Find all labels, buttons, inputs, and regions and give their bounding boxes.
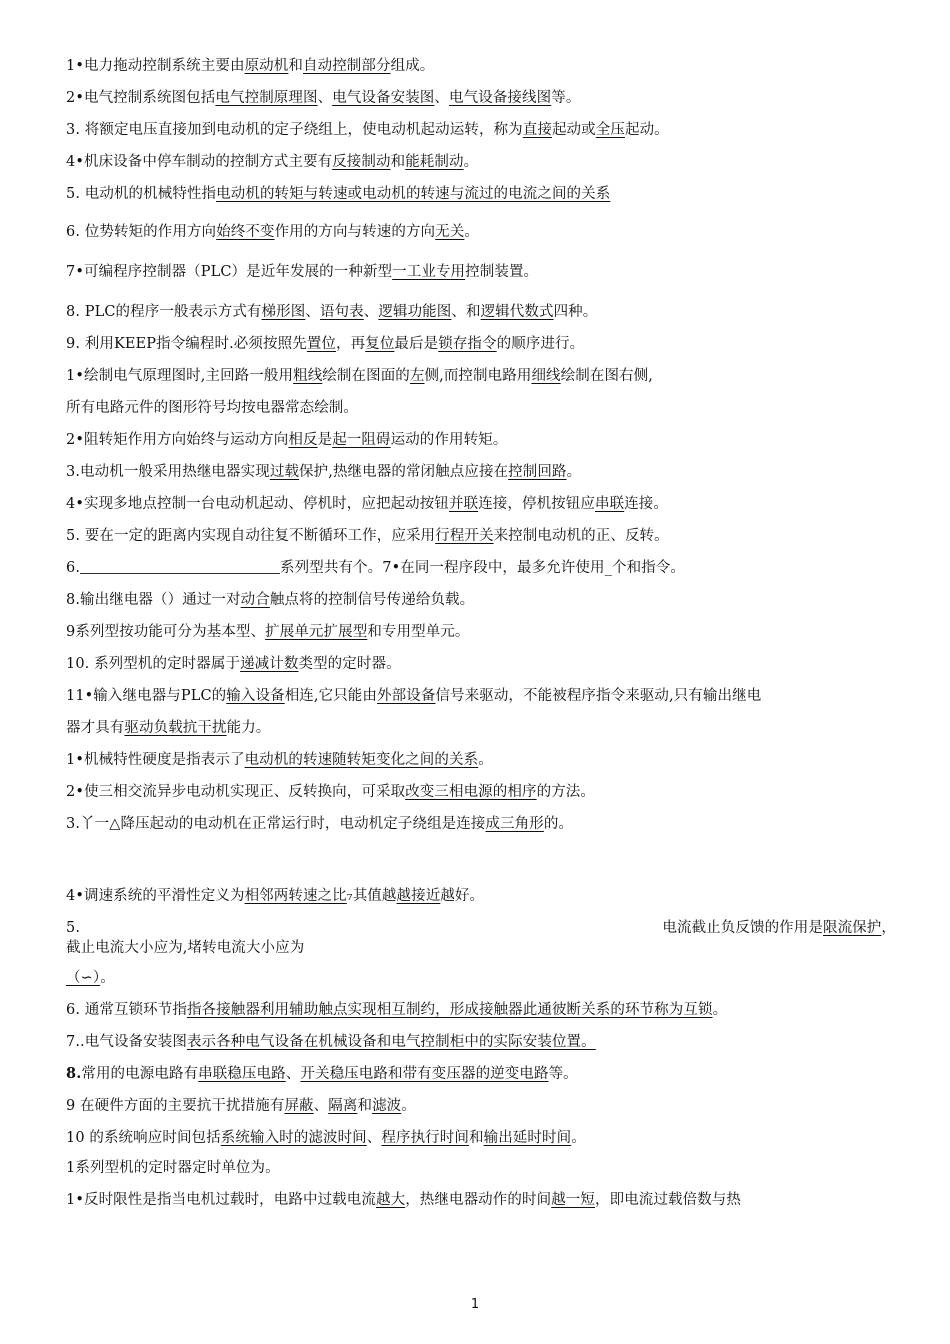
underlined-answer: 始终不变 [216,224,275,240]
text-line [66,590,896,610]
underlined-answer: 电气设备安装图 [332,90,435,106]
underlined-answer: 相反 [288,432,318,448]
underlined-answer: 语句表 [319,304,364,320]
text-line [66,750,896,770]
text-segment: 等。 [551,90,581,106]
text-segment: 8.输出继电器（）通过一对 [66,592,241,608]
text-segment: 1•反时限性是指当电机过载时，电路中过载电流 [66,1192,376,1208]
text-segment: 8. [66,1065,82,1082]
text-segment: 8. PLC的程序一般表示方式有 [66,304,262,320]
text-line [66,938,896,958]
underlined-answer: 逻辑功能图 [378,304,452,320]
text-segment: 类型的定时器。 [298,656,401,672]
underlined-answer: 控制回路 [508,464,567,480]
text-line [66,222,896,242]
underlined-answer: 原动机 [244,58,289,74]
text-segment: 起动或 [551,122,596,138]
text-segment: 3.电动机一般采用热继电器实现 [66,464,270,480]
text-segment: 和 [468,1130,484,1146]
text-segment: 4•调速系统的平滑性定义为 [66,888,245,904]
text-segment: 6. 通常互锁环节指 [66,1002,187,1018]
underlined-answer: 输出延时时间 [483,1130,572,1146]
text-segment: 10 的系统响应时间包括 [66,1130,221,1146]
underlined-answer: 全压 [595,122,625,138]
text-segment: 10. 系列型机的定时器属于 [66,656,241,672]
underlined-answer: 指各接触器利用辅助触点实现相互制约，形成接触器此通彼断关系的环节称为互锁 [186,1002,713,1018]
text-segment: 2•使三相交流异步电动机实现正、反转换向，可采取 [66,784,406,800]
text-segment: 常用的电源电路有 [81,1066,199,1082]
text-segment: 、 [363,304,379,320]
text-segment: 和 [390,154,406,170]
text-segment: 3.丫一△降压起动的电动机在正常运行时，电动机定子绕组是连接 [66,816,486,832]
text-segment: 系列型共有个。7•在同一程序段中，最多允许使用_个和指令。 [280,560,685,576]
underlined-answer: 无关 [435,224,465,240]
text-segment: 来控制电动机的正、反转。 [493,528,669,544]
text-segment: 触点将的控制信号传递给负载。 [269,592,475,608]
text-segment: 2•阻转矩作用方向始终与运动方向 [66,432,289,448]
underlined-answer: 梯形图 [261,304,306,320]
underlined-answer: 反接制动 [332,154,391,170]
underlined-answer: 电气设备接线图 [449,90,552,106]
underlined-answer: 并联 [448,496,479,512]
text-segment: 。 [100,970,115,986]
underlined-answer: 自动控制部分 [303,58,391,74]
text-segment: 9系列型按功能可分为基本型、 [66,624,266,640]
text-segment: 绘制在图右侧, [560,368,653,384]
text-segment: ，即电流过载倍数与热 [595,1192,741,1208]
text-segment: 5. 要在一定的距离内实现自动往复不断循环工作，应采用 [66,528,436,544]
underlined-answer: 电动机的转矩与转速或电动机的转速与流过的电流之间的关系 [216,186,611,202]
underlined-answer: 细线 [531,368,561,384]
text-segment: 电流截止负反馈的作用是 [662,920,823,936]
underlined-answer: 系统输入时的滤波时间 [220,1130,367,1146]
text-segment: 和 [357,1098,373,1114]
text-segment: 1系列型机的定时器定时单位为。 [66,1160,280,1176]
underlined-answer: 置位 [306,336,337,352]
text-segment: 。 [478,752,493,768]
text-line [66,526,896,546]
text-segment: 。 [464,224,479,240]
text-line [66,366,896,386]
underlined-answer: 外部设备 [377,688,436,704]
text-segment: ₇其值越 [346,888,397,904]
text-line [66,886,896,906]
text-line [66,1190,896,1210]
text-line [66,56,896,76]
text-segment: 连接，停机按钮应 [478,496,595,512]
text-segment: 和专用型单元。 [367,624,470,640]
underlined-answer: 串联稳压电路 [198,1066,286,1082]
text-segment: 组成。 [390,58,435,74]
text-segment: 1•电力拖动控制系统主要由 [66,58,245,74]
underlined-answer: 滤波 [372,1098,402,1114]
text-segment: 7..电气设备安装图 [66,1034,187,1050]
text-segment: 四种。 [553,304,598,320]
text-segment: 截止电流大小应为,堵转电流大小应为 [66,940,305,956]
underlined-answer: 输入设备 [226,688,285,704]
text-line [66,462,896,482]
right-aligned-text [662,918,896,938]
text-line [66,782,896,802]
text-line [66,430,896,450]
text-segment: 是 [317,432,333,448]
underlined-answer: 粗线 [293,368,323,384]
underlined-answer: 行程开关 [435,528,494,544]
text-segment: 4•实现多地点控制一台电动机起动、停机时，应把起动按钮 [66,496,449,512]
text-line [66,152,896,172]
text-segment: 、 [366,1130,382,1146]
text-line [66,262,896,282]
text-segment: 6. 位势转矩的作用方向 [66,224,217,240]
text-line [66,1128,896,1148]
underlined-answer: 成三角形 [485,816,544,832]
text-line [66,1000,896,1020]
text-segment: 信号来驱动，不能被程序指令来驱动,只有输出继电 [435,688,762,704]
text-line [66,184,896,204]
text-segment: 越好。 [440,888,485,904]
text-segment: 起动。 [624,122,669,138]
text-line [66,1064,896,1084]
text-line [66,334,896,354]
text-segment: ，再 [336,336,366,352]
text-line [66,1032,896,1052]
text-segment: 。 [401,1098,416,1114]
text-segment: 9. 利用KEEP指令编程时.必须按照先 [66,336,307,352]
fill-in-blank [80,558,280,574]
text-segment: 、 [434,90,450,106]
text-segment: 2•电气控制系统图包括 [66,90,216,106]
text-line [66,968,896,988]
text-segment: 1•绘制电气原理图时,主回路一般用 [66,368,294,384]
text-segment: 所有电路元件的图形符号均按电器常态绘制。 [66,400,358,416]
text-line [66,88,896,108]
text-segment: 。 [566,464,582,480]
underlined-answer: 改变三相电源的相序 [405,784,537,800]
text-segment: 侧,而控制电路用 [424,368,532,384]
text-segment: 绘制在图面的 [322,368,410,384]
underlined-answer: 动合 [240,592,270,608]
underlined-answer: 电动机的转速随转矩变化之间的关系 [244,752,479,768]
text-segment: 7•可编程序控制器（PLC）是近年发展的一种新型 [66,264,393,280]
text-segment: 1•机械特性硬度是指表示了 [66,752,245,768]
underlined-answer: 串联 [595,496,625,512]
underlined-answer: 电气控制原理图 [215,90,318,106]
text-line [66,1158,896,1178]
text-segment: 器才具有 [66,720,125,736]
text-segment: 5. 电动机的机械特性指 [66,186,217,202]
text-segment: 控制装置。 [465,264,539,280]
text-segment: 连接。 [624,496,669,512]
text-segment: 、 [313,1098,329,1114]
text-line [66,686,896,706]
text-line [66,398,896,418]
text-line [66,814,896,834]
text-line [66,718,896,738]
underlined-answer: 直接 [522,122,552,138]
text-line [66,654,896,674]
page-number: 1 [470,1297,480,1312]
text-segment: 。 [571,1130,586,1146]
underlined-answer: 逻辑代数式 [480,304,554,320]
underlined-answer: 屏蔽 [284,1098,314,1114]
underlined-answer: 锁存指令 [438,336,497,352]
text-line [66,120,896,140]
underlined-answer: 起一阻碍 [332,432,391,448]
text-line [66,302,896,322]
text-line [66,918,896,938]
underlined-answer: 扩展单元扩展型 [265,624,368,640]
underlined-answer: 左 [409,368,425,384]
text-line [66,494,896,514]
text-segment: 等。 [548,1066,578,1082]
text-segment: 、 [285,1066,301,1082]
underlined-answer: 越大 [375,1192,406,1208]
underlined-answer: 越接近 [396,888,441,904]
text-segment: 的。 [543,816,574,832]
text-segment: 能力。 [226,720,271,736]
underlined-answer: 表示各种电气设备在机械设备和电气控制柜中的实际安装位置。 [186,1034,596,1050]
underlined-answer: 驱动负载抗干扰 [124,720,227,736]
underlined-answer: 程序执行时间 [381,1130,469,1146]
text-segment: 9 在硬件方面的主要抗干扰措施有 [66,1098,285,1114]
text-segment: 相连,它只能由 [284,688,378,704]
underlined-answer: （∽） [66,970,101,986]
text-segment: 。 [712,1002,728,1018]
text-segment: 、 [317,90,333,106]
text-segment: 保护,热继电器的常闭触点应接在 [299,464,509,480]
text-segment: 的方法。 [536,784,595,800]
text-line [66,558,896,578]
text-segment: ， [881,920,896,936]
text-segment: 、 [305,304,320,320]
underlined-answer: 过载 [269,464,300,480]
underlined-answer: 一工业专用 [392,264,466,280]
underlined-answer: 限流保护 [822,920,882,936]
text-segment: 6. [66,560,81,576]
text-line [66,1096,896,1116]
text-segment: 11•输入继电器与PLC的 [66,688,227,704]
underlined-answer: 越一短 [551,1192,595,1208]
text-segment: 作用的方向与转速的方向 [274,224,436,240]
text-segment: 3. 将额定电压直接加到电动机的定子绕组上，使电动机起动运转，称为 [66,122,523,138]
text-segment: 的顺序进行。 [496,336,585,352]
underlined-answer: 隔离 [328,1098,358,1114]
text-segment: 运动的作用转矩。 [390,432,508,448]
text-segment: 最后是 [394,336,439,352]
text-segment: 5. [66,920,81,936]
underlined-answer: 相邻两转速之比 [244,888,347,904]
text-segment: 和 [288,58,303,74]
text-segment: ，热继电器动作的时间 [405,1192,552,1208]
text-line [66,622,896,642]
underlined-answer: 开关稳压电路和带有变压器的逆变电路 [300,1066,549,1082]
text-segment: 。 [463,154,479,170]
underlined-answer: 复位 [365,336,395,352]
text-segment: 、和 [451,304,481,320]
underlined-answer: 递减计数 [240,656,299,672]
text-segment: 4•机床设备中停车制动的控制方式主要有 [66,154,333,170]
underlined-answer: 能耗制动 [405,154,464,170]
